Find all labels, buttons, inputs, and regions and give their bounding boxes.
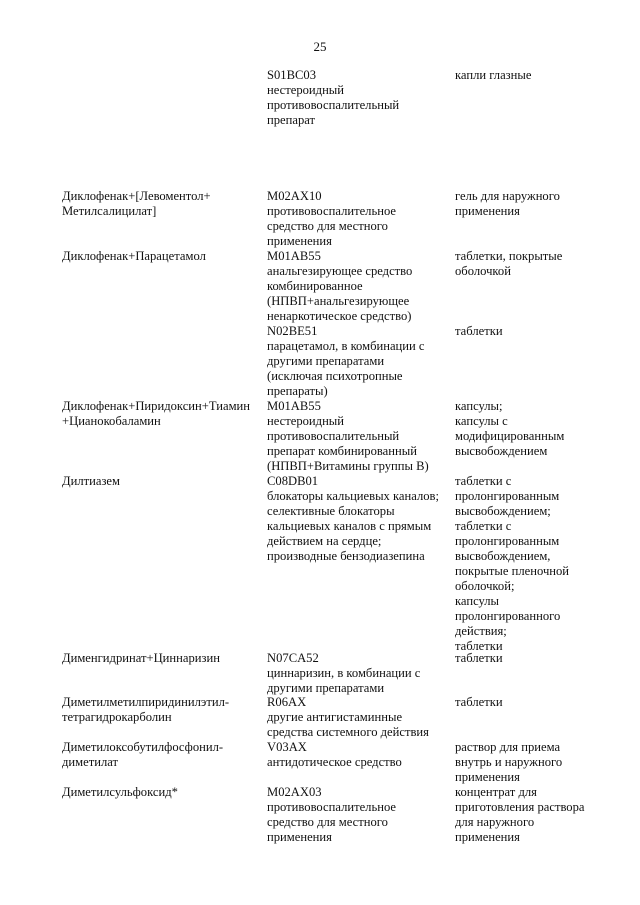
cell-line: для наружного	[455, 815, 535, 829]
drug-name-cell	[62, 785, 262, 800]
cell-line: высвобождением,	[455, 549, 551, 563]
dosage-form-cell	[455, 695, 635, 710]
cell-line: таблетки, покрытые	[455, 249, 563, 263]
cell-line: нестероидный	[267, 414, 345, 428]
cell-line: блокаторы кальциевых каналов;	[267, 489, 439, 503]
cell-line: средство для местного	[267, 815, 388, 829]
drug-name-cell	[62, 695, 262, 725]
cell-line: Диметилоксобутилфосфонил-	[62, 740, 224, 754]
cell-line: N07CA52	[267, 651, 319, 665]
cell-line: кальциевых каналов с прямым	[267, 519, 432, 533]
cell-line: Диклофенак+Пиридоксин+Тиамин	[62, 399, 251, 413]
cell-line: действием на сердце;	[267, 534, 382, 548]
cell-line: пролонгированным	[455, 489, 560, 503]
cell-line: Метилсалицилат]	[62, 204, 157, 218]
dosage-form-cell	[455, 651, 635, 666]
cell-line: таблетки	[455, 651, 503, 665]
drug-name-cell	[62, 249, 262, 264]
cell-line: применения	[455, 770, 520, 784]
cell-line: высвобождением	[455, 444, 548, 458]
cell-line: Дименгидринат+Циннаризин	[62, 651, 220, 665]
cell-line: действия;	[455, 624, 507, 638]
cell-line: R06AX	[267, 695, 307, 709]
drug-name-cell	[62, 189, 262, 219]
cell-line: оболочкой	[455, 264, 511, 278]
atc-code-cell	[267, 68, 452, 128]
cell-line: (НПВП+Витамины группы В)	[267, 459, 429, 473]
atc-code-cell	[267, 249, 452, 324]
cell-line: селективные блокаторы	[267, 504, 395, 518]
atc-code-cell	[267, 740, 452, 770]
cell-line: таблетки с	[455, 519, 512, 533]
cell-line: противовоспалительный	[267, 429, 400, 443]
drug-name-cell	[62, 651, 262, 666]
cell-line: комбинированное	[267, 279, 363, 293]
atc-code-cell	[267, 695, 452, 740]
dosage-form-cell	[455, 785, 635, 845]
cell-line: ненаркотическое средство)	[267, 309, 412, 323]
cell-line: покрытые пленочной	[455, 564, 570, 578]
cell-line: антидотическое средство	[267, 755, 402, 769]
dosage-form-cell	[455, 740, 635, 785]
cell-line: применения	[455, 830, 520, 844]
cell-line: нестероидный	[267, 83, 345, 97]
cell-line: M01AB55	[267, 399, 321, 413]
cell-line: оболочкой;	[455, 579, 515, 593]
cell-line: капсулы с	[455, 414, 508, 428]
drug-name-cell	[62, 474, 262, 489]
cell-line: другие антигистаминные	[267, 710, 403, 724]
cell-line: капсулы;	[455, 399, 503, 413]
dosage-form-cell	[455, 324, 635, 339]
cell-line: приготовления раствора	[455, 800, 585, 814]
cell-line: препарат	[267, 113, 316, 127]
cell-line: другими препаратами	[267, 681, 385, 695]
atc-code-cell	[267, 189, 452, 249]
dosage-form-cell	[455, 68, 635, 83]
cell-line: средства системного действия	[267, 725, 429, 739]
cell-line: внутрь и наружного	[455, 755, 563, 769]
cell-line: применения	[455, 204, 520, 218]
cell-line: Диметилсульфоксид*	[62, 785, 178, 799]
cell-line: V03AX	[267, 740, 307, 754]
cell-line: препараты)	[267, 384, 328, 398]
cell-line: M02AX03	[267, 785, 322, 799]
cell-line: модифицированным	[455, 429, 565, 443]
drug-name-cell	[62, 740, 262, 770]
cell-line: диметилат	[62, 755, 119, 769]
cell-line: таблетки с	[455, 474, 512, 488]
atc-code-cell	[267, 785, 452, 845]
cell-line: раствор для приема	[455, 740, 561, 754]
cell-line: таблетки	[455, 695, 503, 709]
cell-line: высвобождением;	[455, 504, 551, 518]
cell-line: M02AX10	[267, 189, 322, 203]
cell-line: Диклофенак+Парацетамол	[62, 249, 206, 263]
cell-line: применения	[267, 830, 332, 844]
cell-line: тетрагидрокарболин	[62, 710, 172, 724]
cell-line: (НПВП+анальгезирующее	[267, 294, 410, 308]
cell-line: противовоспалительное	[267, 800, 396, 814]
dosage-form-cell	[455, 249, 635, 279]
atc-code-cell	[267, 651, 452, 696]
cell-line: Диклофенак+[Левоментол+	[62, 189, 211, 203]
page-number: 25	[313, 39, 327, 54]
drug-name-cell	[62, 399, 262, 429]
cell-line: концентрат для	[455, 785, 537, 799]
cell-line: препарат комбинированный	[267, 444, 417, 458]
atc-code-cell	[267, 324, 452, 399]
cell-line: таблетки	[455, 639, 503, 653]
cell-line: капсулы	[455, 594, 500, 608]
cell-line: (исключая психотропные	[267, 369, 403, 383]
cell-line: капли глазные	[455, 68, 532, 82]
cell-line: Диметилметилпиридинилэтил-	[62, 695, 230, 709]
cell-line: таблетки	[455, 324, 503, 338]
cell-line: Дилтиазем	[62, 474, 120, 488]
cell-line: пролонгированного	[455, 609, 561, 623]
cell-line: M01AB55	[267, 249, 321, 263]
cell-line: анальгезирующее средство	[267, 264, 413, 278]
atc-code-cell	[267, 474, 452, 564]
cell-line: средство для местного	[267, 219, 388, 233]
dosage-form-cell	[455, 189, 635, 219]
dosage-form-cell	[455, 474, 635, 654]
cell-line: производные бензодиазепина	[267, 549, 425, 563]
cell-line: пролонгированным	[455, 534, 560, 548]
cell-line: N02BE51	[267, 324, 318, 338]
cell-line: циннаризин, в комбинации с	[267, 666, 421, 680]
cell-line: противовоспалительный	[267, 98, 400, 112]
cell-line: S01BC03	[267, 68, 316, 82]
cell-line: противовоспалительное	[267, 204, 396, 218]
cell-line: +Цианокобаламин	[62, 414, 161, 428]
atc-code-cell	[267, 399, 452, 474]
cell-line: гель для наружного	[455, 189, 560, 203]
dosage-form-cell	[455, 399, 635, 459]
cell-line: другими препаратами	[267, 354, 385, 368]
cell-line: C08DB01	[267, 474, 319, 488]
cell-line: парацетамол, в комбинации с	[267, 339, 425, 353]
cell-line: применения	[267, 234, 332, 248]
